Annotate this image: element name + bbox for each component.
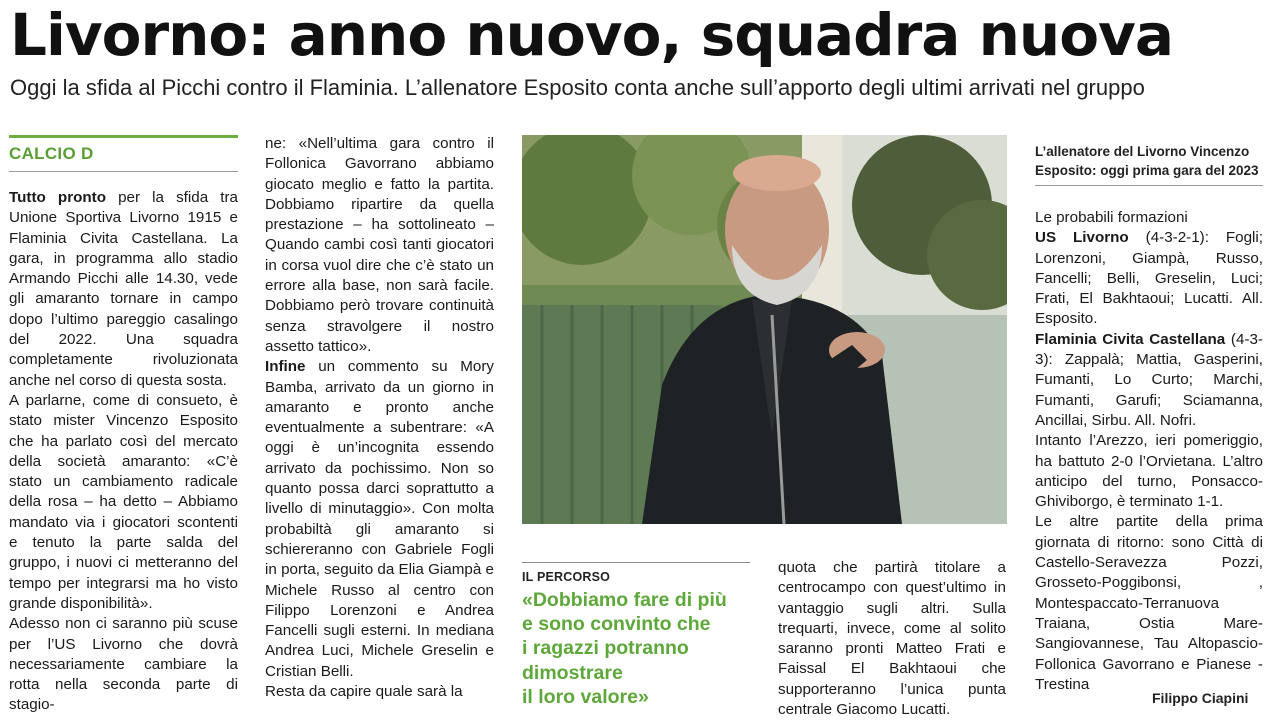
lead-in: Tutto pronto bbox=[9, 189, 106, 206]
paragraph bbox=[1035, 228, 1263, 329]
paragraph bbox=[265, 357, 494, 682]
paragraph: Intanto l’Arezzo, ieri pomeriggio, ha battuto 2-0 l’Orvietana. L’altro anticipo del turno, Ponsacco-Ghiviborgo, è terminato 1-1. bbox=[1035, 432, 1263, 511]
pull-quote-line: «Dobbiamo fare di più bbox=[522, 589, 727, 611]
pull-quote-line: e sono convinto che bbox=[522, 613, 711, 636]
lead-in: Infine bbox=[265, 358, 306, 376]
coach-photo bbox=[522, 135, 1007, 524]
paragraph: Resta da capire quale sarà la bbox=[265, 683, 463, 701]
paragraph bbox=[1035, 330, 1263, 431]
paragraph: quota che partirà titolare a centrocampo con quest’ultimo in vantaggio sugli altri. Sulla trequarti, invece, come al solito saranno pronti Matteo Frati e Faissal El Bakhtaoui che supporteranno l’unica punta centrale Giacomo Lucatti. bbox=[778, 559, 1006, 719]
section-rule bbox=[9, 135, 238, 138]
paragraph: Le probabili formazioni bbox=[1035, 209, 1188, 226]
article-column-1 bbox=[9, 188, 238, 716]
pull-quote-line: i ragazzi potranno bbox=[522, 637, 689, 660]
author-byline: Filippo Ciapini bbox=[1152, 690, 1249, 706]
article-column-2 bbox=[265, 134, 494, 702]
photo-caption: L’allenatore del Livorno Vincenzo Esposito: oggi prima gara del 2023 bbox=[1035, 144, 1259, 178]
headline: Livorno: anno nuovo, squadra nuova bbox=[10, 1, 1173, 69]
paragraph: ne: «Nell’ultima gara contro il Follonica Gavorrano abbiamo giocato meglio e fatto la partita. Dobbiamo ripartire da quella prestazione – ha sottolineato – Quando cambi così tanti giocatori in corsa vuol dire che c’è stato un errore alla base, non sarà facile. Dobbiamo però trovare continuità senza stravolgere il nostro assetto tattico». bbox=[265, 135, 494, 355]
paragraph: A parlarne, come di consueto, è stato mister Vincenzo Esposito che ha parlato così del mercato della società amaranto: «C’è stato un cambiamento radicale della rosa – ha detto – Abbiamo mandato via i giocatori scontenti e tenuto la parte salda del gruppo, i nuovi ci metteranno del tempo per integrarsi ma ho visto grande disponibilità». bbox=[9, 391, 238, 612]
paragraph-text: per la sfida tra Unione Sportiva Livorno 1915 e Flaminia Civita Castellana. La gara, in programma allo stadio Armando Picchi alle 14.30, vede gli amaranto tornare in campo dopo l’ultimo pareggio casalingo del 2022. Una squadra completamente rivoluzionata anche nel corso di questa sosta. bbox=[9, 189, 238, 389]
lineup-text: (4-3-2-1): Fogli; Lorenzoni, Giampà, Russo, Fancelli; Belli, Greselin, Luci; Frati, El Bakhtaoui; Lucatti. All. Esposito. bbox=[1035, 229, 1263, 328]
pull-quote-line: il loro valore» bbox=[522, 685, 649, 708]
pull-quote-line: dimostrare bbox=[522, 661, 623, 684]
section-label: CALCIO D bbox=[9, 144, 94, 163]
pull-quote bbox=[522, 588, 762, 709]
paragraph bbox=[9, 188, 238, 391]
article-column-3 bbox=[778, 558, 1006, 720]
coach-photo-illustration bbox=[522, 135, 1007, 524]
subheadline: Oggi la sfida al Picchi contro il Flaminia. L’allenatore Esposito conta anche sull’apporto degli ultimi arrivati nel gruppo bbox=[10, 75, 1145, 100]
paragraph: Adesso non ci saranno più scuse per l’US Livorno che dovrà necessariamente cambiare la rotta nella seconda parte di stagio- bbox=[9, 615, 238, 714]
paragraph-text: un commento su Mory Bamba, arrivato da un giorno in amaranto e pronto anche eventualmente a subentrare: «A oggi è un’incognita essendo arrivato da pochissimo. Non so quanto possa darci soprattutto a livello di minutaggio». Con molta probabiltà gli amaranto si schiereranno con Gabriele Fogli in porta, seguito da Elia Giampà e Michele Russo al centro con Filippo Lorenzoni e Andrea Fancelli sugli esterni. In mediana Andrea Luci, Michele Greselin e Cristian Belli. bbox=[265, 358, 494, 680]
box-label: IL PERCORSO bbox=[522, 570, 611, 584]
team-name: US Livorno bbox=[1035, 229, 1129, 247]
box-divider bbox=[522, 562, 750, 563]
team-name: Flaminia Civita Castellana bbox=[1035, 330, 1226, 348]
caption-divider bbox=[1035, 185, 1263, 186]
section-divider bbox=[9, 171, 238, 172]
article-column-4 bbox=[1035, 208, 1263, 695]
lineup-text: (4-3-3): Zappalà; Mattia, Gasperini, Fumanti, Lo Curto; Marchi, Fumanti, Garufi; Sciamanna, Ancillai, Sirbu. All. Nofri. bbox=[1035, 330, 1263, 429]
paragraph: Le altre partite della prima giornata di ritorno: sono Città di Castello-Seravezza Pozzi, Grosseto-Poggibonsi, , Montespaccato-Terranuova Traiana, Ostia Mare-Sangiovannese, Tau Altopascio-Follonica Gavorrano e Pianese - Trestina bbox=[1035, 513, 1263, 693]
